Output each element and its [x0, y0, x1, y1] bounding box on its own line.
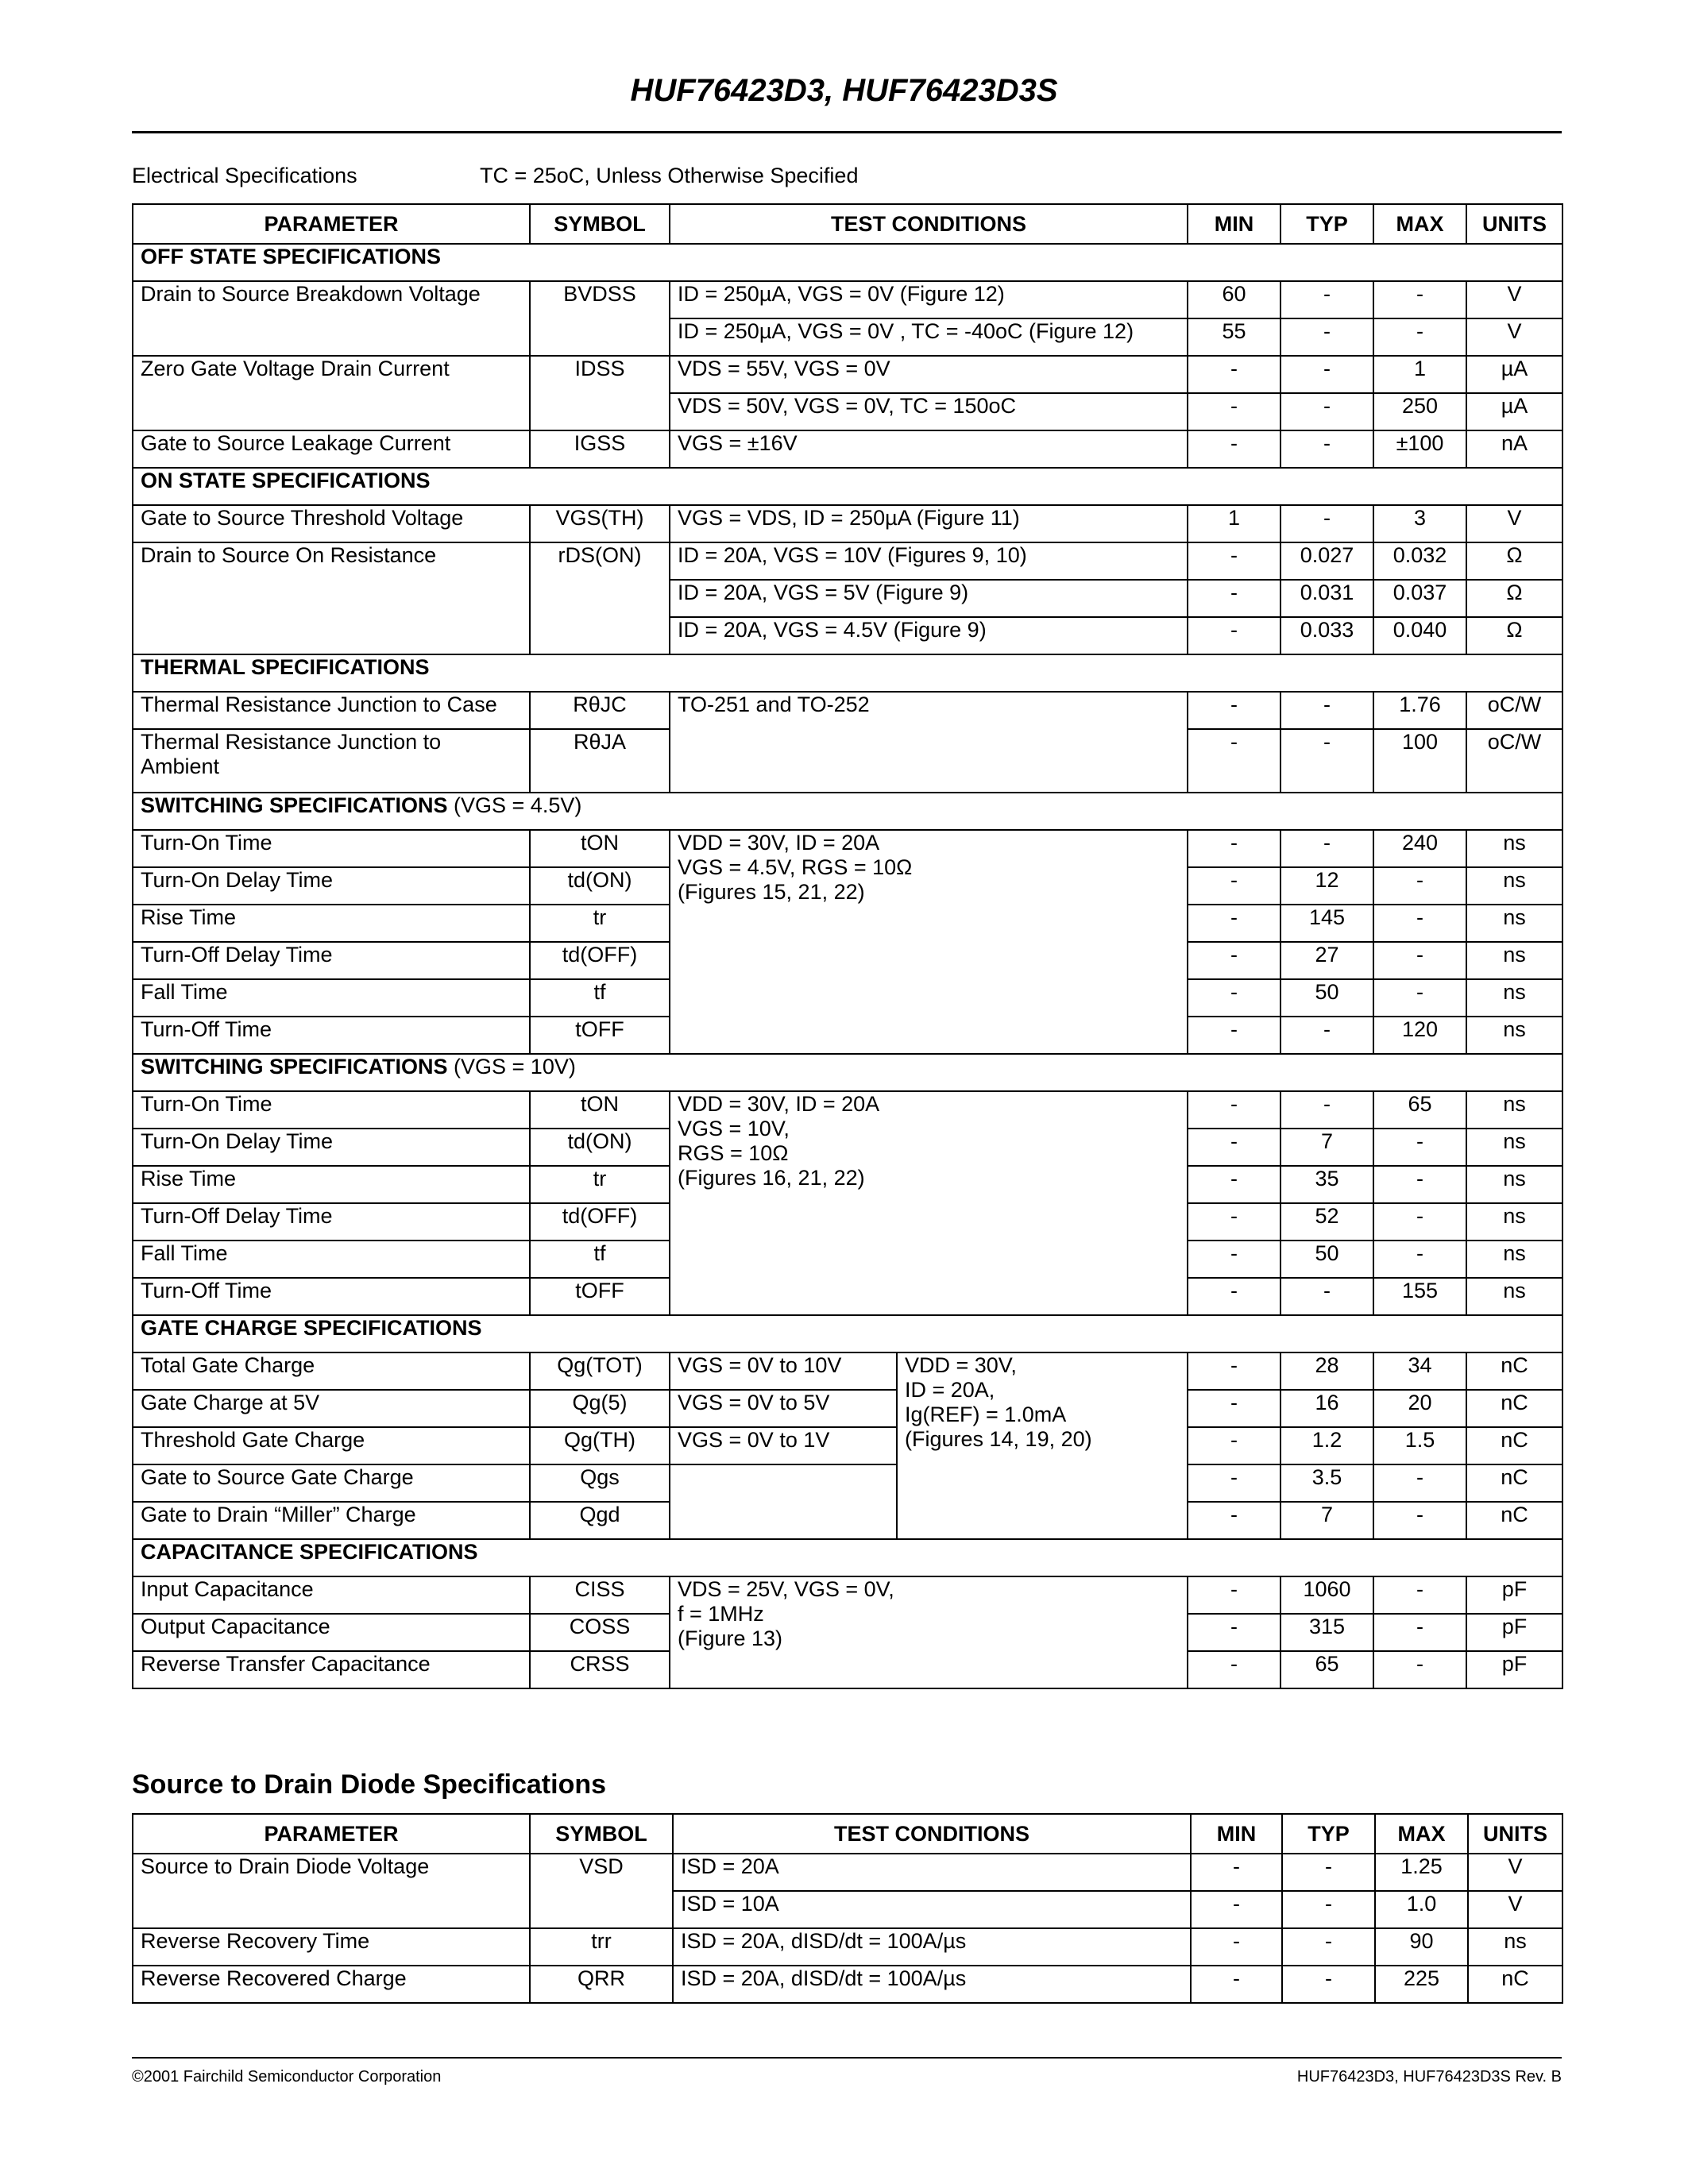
- section-heading: [133, 1054, 1562, 1091]
- symbol-cell: VSD: [530, 1854, 673, 1928]
- typ-cell: 12: [1280, 867, 1373, 905]
- units-cell: nC: [1466, 1390, 1562, 1427]
- units-cell: ns: [1466, 1203, 1562, 1241]
- typ-cell: 145: [1280, 905, 1373, 942]
- symbol-cell: tON: [530, 1091, 670, 1129]
- parameter-cell: Turn-On Time: [133, 1091, 530, 1129]
- min-cell: -: [1188, 580, 1280, 617]
- symbol-cell: COSS: [530, 1614, 670, 1651]
- max-cell: -: [1373, 1464, 1466, 1502]
- test-conditions-cell: ISD = 10A: [673, 1891, 1191, 1928]
- parameter-cell: Thermal Resistance Junction to Ambient: [133, 729, 530, 793]
- symbol-cell: td(OFF): [530, 1203, 670, 1241]
- units-cell: V: [1466, 505, 1562, 542]
- test-conditions-cell: [670, 1464, 897, 1539]
- table-row: [133, 1464, 1562, 1502]
- typ-cell: 3.5: [1280, 1464, 1373, 1502]
- units-cell: ns: [1466, 1241, 1562, 1278]
- section-heading: OFF STATE SPECIFICATIONS: [133, 244, 1562, 281]
- symbol-cell: CISS: [530, 1576, 670, 1614]
- min-cell: 60: [1188, 281, 1280, 318]
- typ-cell: 0.027: [1280, 542, 1373, 580]
- parameter-cell: Rise Time: [133, 1166, 530, 1203]
- units-cell: µA: [1466, 393, 1562, 430]
- symbol-cell: td(ON): [530, 867, 670, 905]
- typ-cell: 16: [1280, 1390, 1373, 1427]
- symbol-cell: tf: [530, 979, 670, 1017]
- min-cell: -: [1188, 1278, 1280, 1315]
- symbol-cell: Qg(5): [530, 1390, 670, 1427]
- min-cell: -: [1188, 979, 1280, 1017]
- min-cell: -: [1188, 1614, 1280, 1651]
- table-row: [133, 356, 1562, 393]
- symbol-cell: tOFF: [530, 1017, 670, 1054]
- units-cell: nA: [1466, 430, 1562, 468]
- min-cell: -: [1188, 1502, 1280, 1539]
- typ-cell: -: [1280, 505, 1373, 542]
- max-cell: 155: [1373, 1278, 1466, 1315]
- symbol-cell: Qg(TOT): [530, 1352, 670, 1390]
- parameter-cell: Fall Time: [133, 979, 530, 1017]
- symbol-cell: tf: [530, 1241, 670, 1278]
- typ-cell: 7: [1280, 1502, 1373, 1539]
- min-cell: -: [1188, 692, 1280, 729]
- units-cell: ns: [1466, 1166, 1562, 1203]
- parameter-cell: Turn-Off Time: [133, 1278, 530, 1315]
- test-conditions-cell: ISD = 20A, dISD/dt = 100A/µs: [673, 1966, 1191, 2003]
- typ-cell: -: [1280, 1017, 1373, 1054]
- symbol-cell: td(ON): [530, 1129, 670, 1166]
- max-cell: -: [1373, 867, 1466, 905]
- parameter-cell: Rise Time: [133, 905, 530, 942]
- footer-copyright: ©2001 Fairchild Semiconductor Corporation: [132, 2068, 442, 2086]
- min-cell: -: [1188, 1203, 1280, 1241]
- min-cell: -: [1188, 542, 1280, 580]
- min-cell: -: [1188, 905, 1280, 942]
- parameter-cell: Turn-Off Delay Time: [133, 1203, 530, 1241]
- max-cell: 3: [1373, 505, 1466, 542]
- typ-cell: -: [1280, 692, 1373, 729]
- typ-cell: 35: [1280, 1166, 1373, 1203]
- table-row: [133, 1966, 1562, 2003]
- test-conditions-cell: ID = 20A, VGS = 5V (Figure 9): [670, 580, 1188, 617]
- symbol-cell: tr: [530, 1166, 670, 1203]
- max-cell: 250: [1373, 393, 1466, 430]
- symbol-cell: tOFF: [530, 1278, 670, 1315]
- typ-cell: -: [1280, 393, 1373, 430]
- symbol-cell: CRSS: [530, 1651, 670, 1688]
- max-cell: 100: [1373, 729, 1466, 793]
- min-cell: -: [1188, 356, 1280, 393]
- table-header-row: [133, 204, 1562, 244]
- test-conditions-cell: ID = 250µA, VGS = 0V (Figure 12): [670, 281, 1188, 318]
- section-title: SWITCHING SPECIFICATIONS: [141, 793, 448, 817]
- min-cell: -: [1188, 1651, 1280, 1688]
- max-cell: -: [1373, 1203, 1466, 1241]
- min-cell: -: [1188, 1129, 1280, 1166]
- min-cell: -: [1188, 1427, 1280, 1464]
- column-header: MAX: [1375, 1814, 1468, 1854]
- parameter-cell: Fall Time: [133, 1241, 530, 1278]
- min-cell: -: [1188, 1352, 1280, 1390]
- typ-cell: 27: [1280, 942, 1373, 979]
- units-cell: Ω: [1466, 580, 1562, 617]
- table-header-row: [133, 1814, 1562, 1854]
- max-cell: -: [1373, 1502, 1466, 1539]
- units-cell: ns: [1466, 1129, 1562, 1166]
- max-cell: -: [1373, 318, 1466, 356]
- column-header: SYMBOL: [530, 1814, 673, 1854]
- parameter-cell: Reverse Recovery Time: [133, 1928, 530, 1966]
- section-row: [133, 1315, 1562, 1352]
- max-cell: -: [1373, 905, 1466, 942]
- max-cell: -: [1373, 979, 1466, 1017]
- min-cell: -: [1188, 830, 1280, 867]
- section-heading: THERMAL SPECIFICATIONS: [133, 654, 1562, 692]
- test-conditions-cell: ID = 20A, VGS = 4.5V (Figure 9): [670, 617, 1188, 654]
- min-cell: -: [1188, 1390, 1280, 1427]
- max-cell: 0.037: [1373, 580, 1466, 617]
- section-heading: ON STATE SPECIFICATIONS: [133, 468, 1562, 505]
- parameter-cell: Total Gate Charge: [133, 1352, 530, 1390]
- max-cell: -: [1373, 1614, 1466, 1651]
- typ-cell: -: [1280, 281, 1373, 318]
- typ-cell: 0.031: [1280, 580, 1373, 617]
- parameter-cell: Reverse Transfer Capacitance: [133, 1651, 530, 1688]
- test-conditions-cell: VDS = 55V, VGS = 0V: [670, 356, 1188, 393]
- parameter-cell: Output Capacitance: [133, 1614, 530, 1651]
- max-cell: 65: [1373, 1091, 1466, 1129]
- table-row: [133, 281, 1562, 318]
- symbol-cell: td(OFF): [530, 942, 670, 979]
- min-cell: -: [1188, 430, 1280, 468]
- test-temperature-conditions: TC = 25oC, Unless Otherwise Specified: [480, 164, 859, 187]
- units-cell: µA: [1466, 356, 1562, 393]
- typ-cell: -: [1280, 356, 1373, 393]
- max-cell: 120: [1373, 1017, 1466, 1054]
- min-cell: -: [1188, 942, 1280, 979]
- units-cell: pF: [1466, 1614, 1562, 1651]
- min-cell: 55: [1188, 318, 1280, 356]
- test-conditions-cell: VDS = 25V, VGS = 0V, f = 1MHz (Figure 13): [670, 1576, 1188, 1688]
- units-cell: oC/W: [1466, 729, 1562, 793]
- units-cell: V: [1466, 281, 1562, 318]
- units-cell: pF: [1466, 1576, 1562, 1614]
- max-cell: -: [1373, 1576, 1466, 1614]
- min-cell: -: [1188, 1166, 1280, 1203]
- section-heading: CAPACITANCE SPECIFICATIONS: [133, 1539, 1562, 1576]
- parameter-cell: Thermal Resistance Junction to Case: [133, 692, 530, 729]
- max-cell: -: [1373, 1651, 1466, 1688]
- parameter-cell: Gate Charge at 5V: [133, 1390, 530, 1427]
- table-row: [133, 1091, 1562, 1129]
- symbol-cell: Qgs: [530, 1464, 670, 1502]
- parameter-cell: Gate to Source Threshold Voltage: [133, 505, 530, 542]
- test-conditions-cell: VGS = VDS, ID = 250µA (Figure 11): [670, 505, 1188, 542]
- diode-specifications-table: [132, 1813, 1563, 2004]
- footer-rule: [132, 2057, 1562, 2059]
- units-cell: Ω: [1466, 542, 1562, 580]
- test-conditions-cell: VDD = 30V, ID = 20A VGS = 4.5V, RGS = 10Ω (Figures 15, 21, 22): [670, 830, 1188, 1054]
- test-conditions-cell: TO-251 and TO-252: [670, 692, 1188, 793]
- symbol-cell: Qg(TH): [530, 1427, 670, 1464]
- symbol-cell: tON: [530, 830, 670, 867]
- units-cell: V: [1468, 1891, 1562, 1928]
- units-cell: nC: [1466, 1427, 1562, 1464]
- test-conditions-cell: ISD = 20A: [673, 1854, 1191, 1891]
- section-heading: GATE CHARGE SPECIFICATIONS: [133, 1315, 1562, 1352]
- units-cell: ns: [1466, 979, 1562, 1017]
- units-cell: ns: [1466, 830, 1562, 867]
- units-cell: nC: [1466, 1464, 1562, 1502]
- max-cell: -: [1373, 1241, 1466, 1278]
- min-cell: -: [1191, 1928, 1282, 1966]
- test-conditions-cell: VGS = 0V to 10V: [670, 1352, 897, 1390]
- table-row: [133, 1576, 1562, 1614]
- test-conditions-cell: VGS = ±16V: [670, 430, 1188, 468]
- min-cell: -: [1191, 1854, 1282, 1891]
- test-conditions-cell: VDS = 50V, VGS = 0V, TC = 150oC: [670, 393, 1188, 430]
- units-cell: ns: [1466, 942, 1562, 979]
- units-cell: nC: [1466, 1502, 1562, 1539]
- typ-cell: -: [1280, 430, 1373, 468]
- table-row: [133, 1427, 1562, 1464]
- section-row: [133, 468, 1562, 505]
- typ-cell: 7: [1280, 1129, 1373, 1166]
- table-row: [133, 1854, 1562, 1891]
- table-row: [133, 1390, 1562, 1427]
- table-row: [133, 542, 1562, 580]
- parameter-cell: Turn-Off Delay Time: [133, 942, 530, 979]
- units-cell: ns: [1466, 1017, 1562, 1054]
- typ-cell: 1.2: [1280, 1427, 1373, 1464]
- page-title: HUF76423D3, HUF76423D3S: [630, 73, 1058, 108]
- parameter-cell: Threshold Gate Charge: [133, 1427, 530, 1464]
- symbol-cell: QRR: [530, 1966, 673, 2003]
- column-header: MAX: [1373, 204, 1466, 244]
- units-cell: V: [1466, 318, 1562, 356]
- min-cell: -: [1188, 1091, 1280, 1129]
- column-header: TEST CONDITIONS: [673, 1814, 1191, 1854]
- max-cell: 20: [1373, 1390, 1466, 1427]
- test-conditions-cell: VDD = 30V, ID = 20A VGS = 10V, RGS = 10Ω (Figures 16, 21, 22): [670, 1091, 1188, 1315]
- max-cell: 1: [1373, 356, 1466, 393]
- symbol-cell: IDSS: [530, 356, 670, 430]
- parameter-cell: Gate to Drain “Miller” Charge: [133, 1502, 530, 1539]
- symbol-cell: rDS(ON): [530, 542, 670, 654]
- typ-cell: -: [1282, 1928, 1375, 1966]
- typ-cell: -: [1280, 1091, 1373, 1129]
- parameter-cell: Turn-On Delay Time: [133, 1129, 530, 1166]
- section-row: [133, 1054, 1562, 1091]
- header-rule: [132, 131, 1562, 133]
- max-cell: 1.5: [1373, 1427, 1466, 1464]
- column-header: UNITS: [1468, 1814, 1562, 1854]
- column-header: TYP: [1280, 204, 1373, 244]
- electrical-specifications-label: Electrical Specifications: [132, 164, 357, 187]
- units-cell: ns: [1466, 867, 1562, 905]
- parameter-cell: Drain to Source Breakdown Voltage: [133, 281, 530, 356]
- typ-cell: 65: [1280, 1651, 1373, 1688]
- min-cell: -: [1188, 1576, 1280, 1614]
- units-cell: nC: [1468, 1966, 1562, 2003]
- parameter-cell: Zero Gate Voltage Drain Current: [133, 356, 530, 430]
- typ-cell: 315: [1280, 1614, 1373, 1651]
- max-cell: 90: [1375, 1928, 1468, 1966]
- min-cell: -: [1188, 393, 1280, 430]
- max-cell: 1.76: [1373, 692, 1466, 729]
- section-row: [133, 244, 1562, 281]
- min-cell: -: [1188, 1464, 1280, 1502]
- column-header: MIN: [1188, 204, 1280, 244]
- table-row: [133, 830, 1562, 867]
- parameter-cell: Turn-Off Time: [133, 1017, 530, 1054]
- units-cell: ns: [1466, 1278, 1562, 1315]
- units-cell: oC/W: [1466, 692, 1562, 729]
- test-conditions-cell: VDD = 30V, ID = 20A, Ig(REF) = 1.0mA (Figures 14, 19, 20): [897, 1352, 1188, 1539]
- units-cell: nC: [1466, 1352, 1562, 1390]
- units-cell: ns: [1466, 1091, 1562, 1129]
- column-header: MIN: [1191, 1814, 1282, 1854]
- max-cell: -: [1373, 1166, 1466, 1203]
- electrical-specifications-table: [132, 203, 1563, 1689]
- symbol-cell: RθJA: [530, 729, 670, 793]
- parameter-cell: Source to Drain Diode Voltage: [133, 1854, 530, 1928]
- footer-part-revision: HUF76423D3, HUF76423D3S Rev. B: [1296, 2068, 1562, 2086]
- parameter-cell: Drain to Source On Resistance: [133, 542, 530, 654]
- symbol-cell: RθJC: [530, 692, 670, 729]
- typ-cell: -: [1282, 1854, 1375, 1891]
- min-cell: -: [1188, 1017, 1280, 1054]
- typ-cell: 0.033: [1280, 617, 1373, 654]
- parameter-cell: Input Capacitance: [133, 1576, 530, 1614]
- typ-cell: 50: [1280, 1241, 1373, 1278]
- section-row: [133, 1539, 1562, 1576]
- typ-cell: 52: [1280, 1203, 1373, 1241]
- min-cell: -: [1188, 729, 1280, 793]
- units-cell: V: [1468, 1854, 1562, 1891]
- typ-cell: 28: [1280, 1352, 1373, 1390]
- max-cell: -: [1373, 281, 1466, 318]
- table-row: [133, 1352, 1562, 1390]
- section-title: SWITCHING SPECIFICATIONS: [141, 1055, 448, 1078]
- column-header: SYMBOL: [530, 204, 670, 244]
- parameter-cell: Gate to Source Gate Charge: [133, 1464, 530, 1502]
- min-cell: -: [1188, 617, 1280, 654]
- table-row: [133, 1928, 1562, 1966]
- column-header: TEST CONDITIONS: [670, 204, 1188, 244]
- min-cell: -: [1188, 1241, 1280, 1278]
- symbol-cell: BVDSS: [530, 281, 670, 356]
- min-cell: -: [1191, 1966, 1282, 2003]
- max-cell: -: [1373, 942, 1466, 979]
- parameter-cell: Turn-On Delay Time: [133, 867, 530, 905]
- parameter-cell: Turn-On Time: [133, 830, 530, 867]
- test-conditions-cell: ID = 250µA, VGS = 0V , TC = -40oC (Figure 12): [670, 318, 1188, 356]
- max-cell: 0.040: [1373, 617, 1466, 654]
- symbol-cell: VGS(TH): [530, 505, 670, 542]
- symbol-cell: IGSS: [530, 430, 670, 468]
- max-cell: 0.032: [1373, 542, 1466, 580]
- test-conditions-cell: VGS = 0V to 5V: [670, 1390, 897, 1427]
- test-conditions-cell: VGS = 0V to 1V: [670, 1427, 897, 1464]
- section-heading: [133, 793, 1562, 830]
- symbol-cell: Qgd: [530, 1502, 670, 1539]
- min-cell: -: [1191, 1891, 1282, 1928]
- units-cell: Ω: [1466, 617, 1562, 654]
- test-conditions-cell: ID = 20A, VGS = 10V (Figures 9, 10): [670, 542, 1188, 580]
- table-row: [133, 505, 1562, 542]
- column-header: PARAMETER: [133, 1814, 530, 1854]
- table-row: [133, 692, 1562, 729]
- max-cell: 240: [1373, 830, 1466, 867]
- section-row: [133, 793, 1562, 830]
- max-cell: 225: [1375, 1966, 1468, 2003]
- symbol-cell: tr: [530, 905, 670, 942]
- typ-cell: -: [1282, 1966, 1375, 2003]
- column-header: PARAMETER: [133, 204, 530, 244]
- typ-cell: -: [1280, 830, 1373, 867]
- max-cell: 1.25: [1375, 1854, 1468, 1891]
- min-cell: 1: [1188, 505, 1280, 542]
- parameter-cell: Reverse Recovered Charge: [133, 1966, 530, 2003]
- units-cell: pF: [1466, 1651, 1562, 1688]
- symbol-cell: trr: [530, 1928, 673, 1966]
- typ-cell: 1060: [1280, 1576, 1373, 1614]
- column-header: TYP: [1282, 1814, 1375, 1854]
- section-condition: (VGS = 4.5V): [454, 793, 582, 817]
- section-row: [133, 654, 1562, 692]
- units-cell: ns: [1468, 1928, 1562, 1966]
- typ-cell: -: [1282, 1891, 1375, 1928]
- column-header: UNITS: [1466, 204, 1562, 244]
- typ-cell: 50: [1280, 979, 1373, 1017]
- parameter-cell: Gate to Source Leakage Current: [133, 430, 530, 468]
- test-conditions-cell: ISD = 20A, dISD/dt = 100A/µs: [673, 1928, 1191, 1966]
- max-cell: 34: [1373, 1352, 1466, 1390]
- units-cell: ns: [1466, 905, 1562, 942]
- typ-cell: -: [1280, 729, 1373, 793]
- min-cell: -: [1188, 867, 1280, 905]
- max-cell: ±100: [1373, 430, 1466, 468]
- typ-cell: -: [1280, 318, 1373, 356]
- table-row: [133, 430, 1562, 468]
- max-cell: 1.0: [1375, 1891, 1468, 1928]
- section-condition: (VGS = 10V): [454, 1055, 576, 1078]
- diode-section-title: Source to Drain Diode Specifications: [132, 1769, 607, 1800]
- typ-cell: -: [1280, 1278, 1373, 1315]
- max-cell: -: [1373, 1129, 1466, 1166]
